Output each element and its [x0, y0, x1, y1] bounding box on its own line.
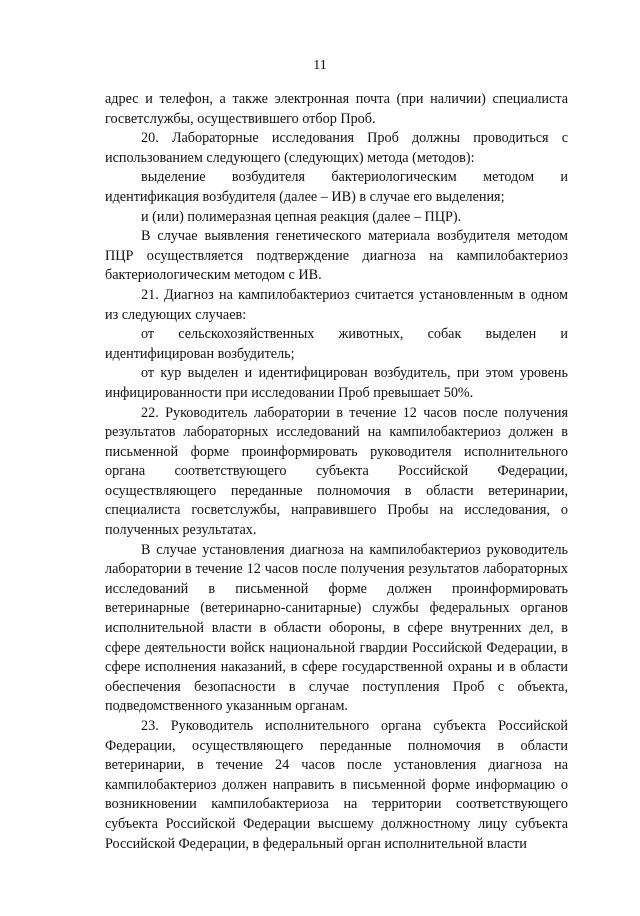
paragraph-case-chickens: от кур выделен и идентифицирован возбудитель, при этом уровень инфицированности при исследовании Проб превышает 50%.: [105, 365, 568, 401]
paragraph-method-pcr: и (или) полимеразная цепная реакция (далее – ПЦР).: [141, 208, 462, 225]
paragraph-item-23: 23. Руководитель исполнительного органа субъекта Российской Федерации, осуществляющего переданные полномочия в области ветеринарии, в течение 24 часов после установления диагноза на кампилобактериоз должен направить в письменной форме информацию о возникновении кампилобактериоза на территории соответствующего субъекта Российской Федерации высшему должностному лицу субъекта Российской Федерации, в федеральный орган исполнительной власти: [105, 718, 568, 852]
paragraph-method-isolation: выделение возбудителя бактериологическим методом и идентификация возбудителя (далее – ИВ) в случае его выделения;: [105, 169, 568, 205]
paragraph-pcr-confirmation: В случае выявления генетического материала возбудителя методом ПЦР осуществляется подтверждение диагноза на кампилобактериоз бактериологическим методом с ИВ.: [105, 228, 568, 284]
paragraph-item-21: 21. Диагноз на кампилобактериоз считается установленным в одном из следующих случаев:: [105, 286, 568, 323]
page-number: 11: [313, 58, 327, 73]
paragraph-diagnosis-notification: В случае установления диагноза на кампилобактериоз руководитель лаборатории в течение 12 часов после получения результатов лабораторных исследований в письменной форме должен проинформировать ветеринарные (ветеринарно-санитарные) службы федеральных органов исполнительной власти в области обороны, в сфере внутренних дел, в сфере деятельности войск национальной гвардии Российской Федерации, в сфере исполнения наказаний, в сфере государственной охраны и в области обеспечения безопасности в случае поступления Проб с объекта, подведомственного указанным органам.: [105, 541, 568, 715]
paragraph-item-20: 20. Лабораторные исследования Проб должны проводиться с использованием следующего (следующих) метода (методов):: [105, 130, 568, 166]
paragraph-case-animals: от сельскохозяйственных животных, собак выделен и идентифицирован возбудитель;: [105, 326, 568, 362]
paragraph-continuation: адрес и телефон, а также электронная почта (при наличии) специалиста госветслужбы, осуществившего отбор Проб.: [105, 91, 568, 127]
paragraph-item-22: 22. Руководитель лаборатории в течение 12 часов после получения результатов лабораторных исследований на кампилобактериоз должен в письменной форме проинформировать руководителя исполнительного органа соответствующего субъекта Российской Федерации, осуществляющего переданные полномочия в области ветеринарии, специалиста госветслужбы, направившего Пробы на исследования, о полученных результатах.: [105, 404, 568, 539]
document-body: [105, 90, 568, 854]
